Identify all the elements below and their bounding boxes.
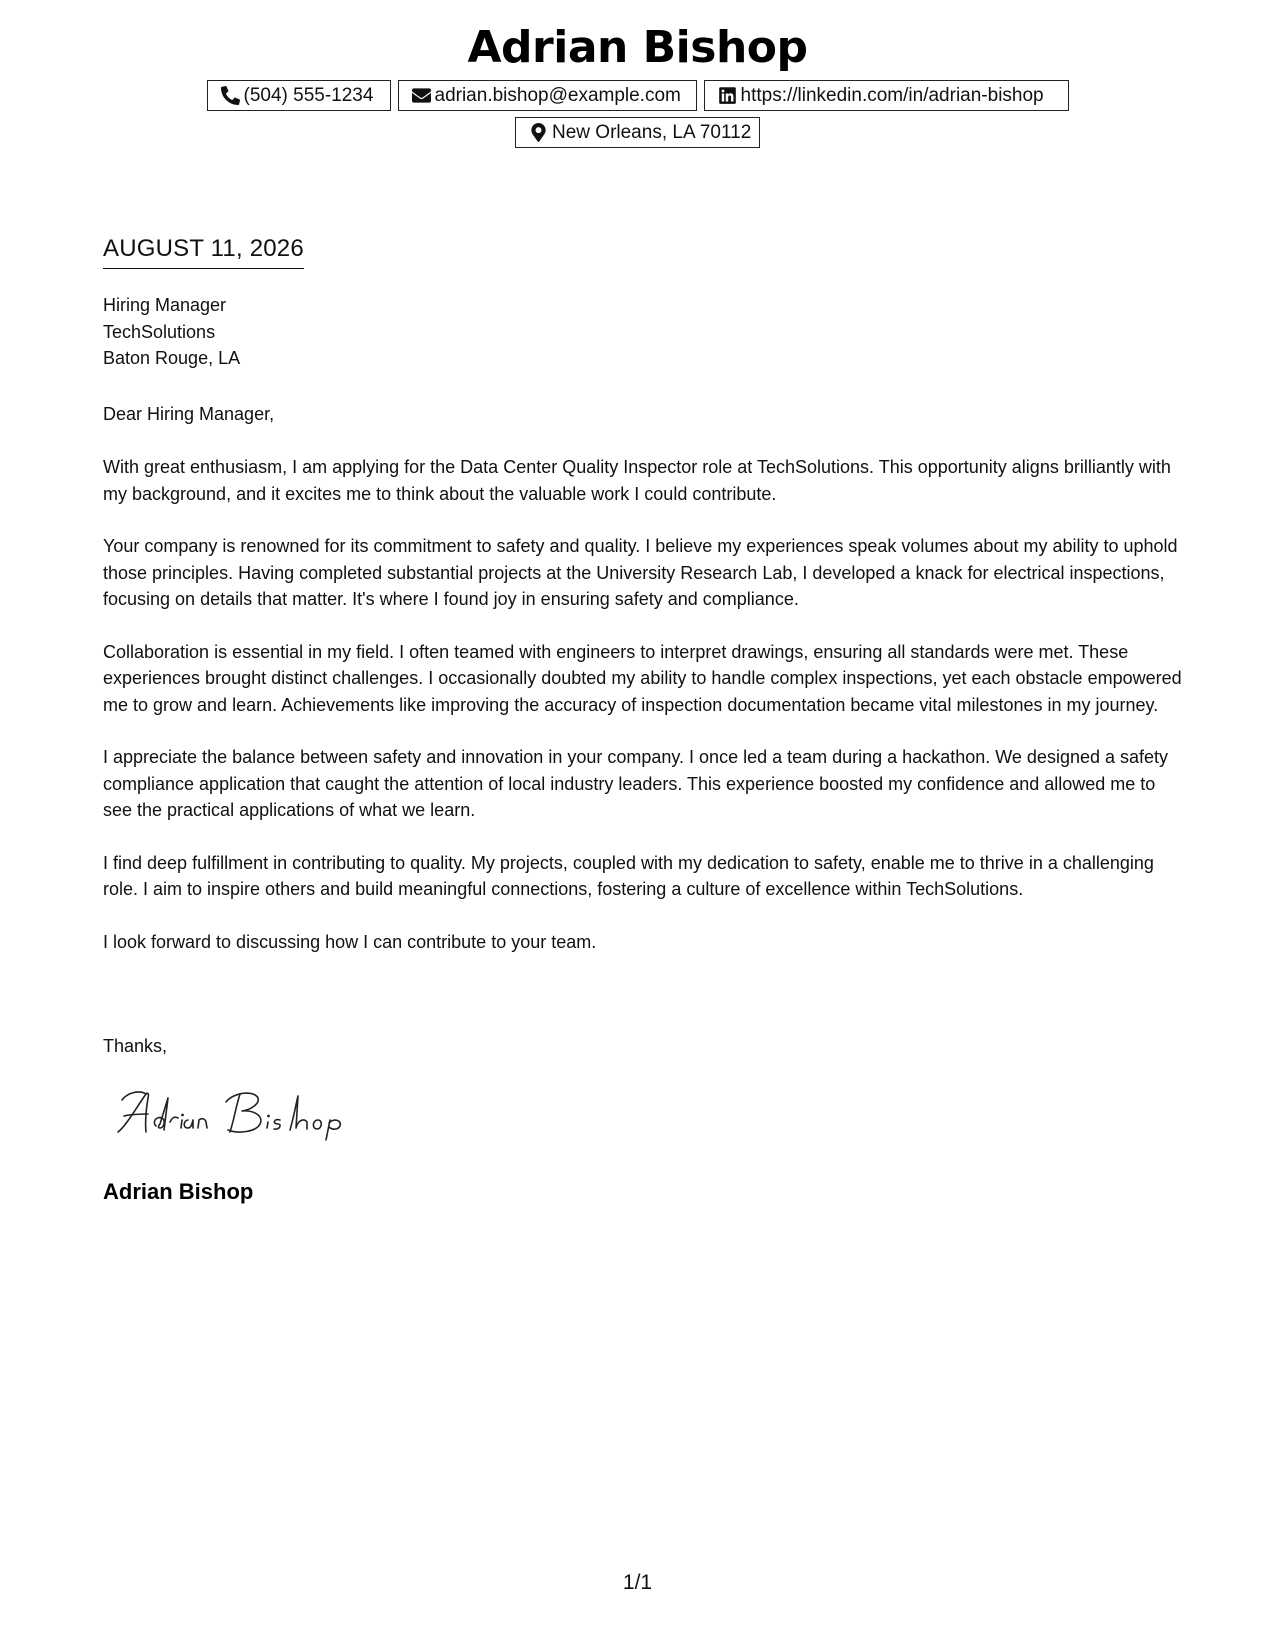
- contact-location: [515, 117, 760, 148]
- envelope-icon: [412, 86, 431, 105]
- recipient-company: TechSolutions: [103, 321, 216, 342]
- contact-row-secondary: [0, 117, 1275, 148]
- body-paragraph: Collaboration is essential in my field. I often teamed with engineers to interpret drawings, ensuring all standards were met. These experiences brought distinct challenges. I occasionally doubted my ability to handle complex inspections, yet each obstacle empowered me to grow and learn. Achievements like improving the accuracy of inspection documentation became vital milestones in my journey.: [103, 641, 1182, 715]
- salutation: Dear Hiring Manager,: [103, 404, 275, 424]
- letter-body: [103, 454, 1183, 981]
- applicant-name: Adrian Bishop: [467, 22, 808, 73]
- recipient-location: Baton Rouge, LA: [103, 348, 241, 368]
- contact-row: [0, 80, 1275, 111]
- map-pin-icon: [529, 123, 548, 142]
- body-paragraph: I find deep fulfillment in contributing to quality. My projects, coupled with my dedication to safety, enable me to thrive in a challenging role. I aim to inspire others and build meaningful connections, fostering a culture of excellence within TechSolutions.: [103, 852, 1154, 899]
- contact-email[interactable]: [398, 80, 697, 111]
- recipient-title: Hiring Manager: [103, 295, 227, 315]
- closing: Thanks,: [103, 1036, 168, 1056]
- body-paragraph: I look forward to discussing how I can contribute to your team.: [103, 931, 597, 952]
- contact-phone-text: (504) 555-1234: [243, 84, 374, 106]
- body-paragraph: I appreciate the balance between safety and innovation in your company. I once led a team during a hackathon. We designed a safety compliance application that caught the attention of local industry leaders. This experience boosted my confidence and allowed me to see the practical applications of what we learn.: [103, 747, 1169, 820]
- signer-name: Adrian Bishop: [103, 1179, 254, 1204]
- contact-linkedin-text: https://linkedin.com/in/adrian-bishop: [740, 84, 1044, 106]
- contact-location-text: New Orleans, LA 70112: [552, 121, 752, 143]
- body-paragraph: Your company is renowned for its commitment to safety and quality. I believe my experiences speak volumes about my ability to uphold those principles. Having completed substantial projects at the University Research Lab, I developed a knack for electrical inspections, focusing on details that matter. It's where I found joy in ensuring safety and compliance.: [103, 536, 1178, 609]
- recipient-block: [103, 292, 240, 372]
- contact-email-text: adrian.bishop@example.com: [434, 84, 681, 106]
- contact-phone: [207, 80, 391, 111]
- page-number: 1/1: [622, 1571, 653, 1594]
- linkedin-icon: [718, 86, 737, 105]
- body-paragraph: With great enthusiasm, I am applying for the Data Center Quality Inspector role at TechSolutions. This opportunity aligns brilliantly with my background, and it excites me to think about the valuable work I could contribute.: [103, 457, 1171, 504]
- phone-icon: [221, 86, 240, 105]
- letter-date: AUGUST 11, 2026: [103, 234, 304, 269]
- handwritten-signature: [112, 1086, 352, 1142]
- contact-linkedin[interactable]: [704, 80, 1069, 111]
